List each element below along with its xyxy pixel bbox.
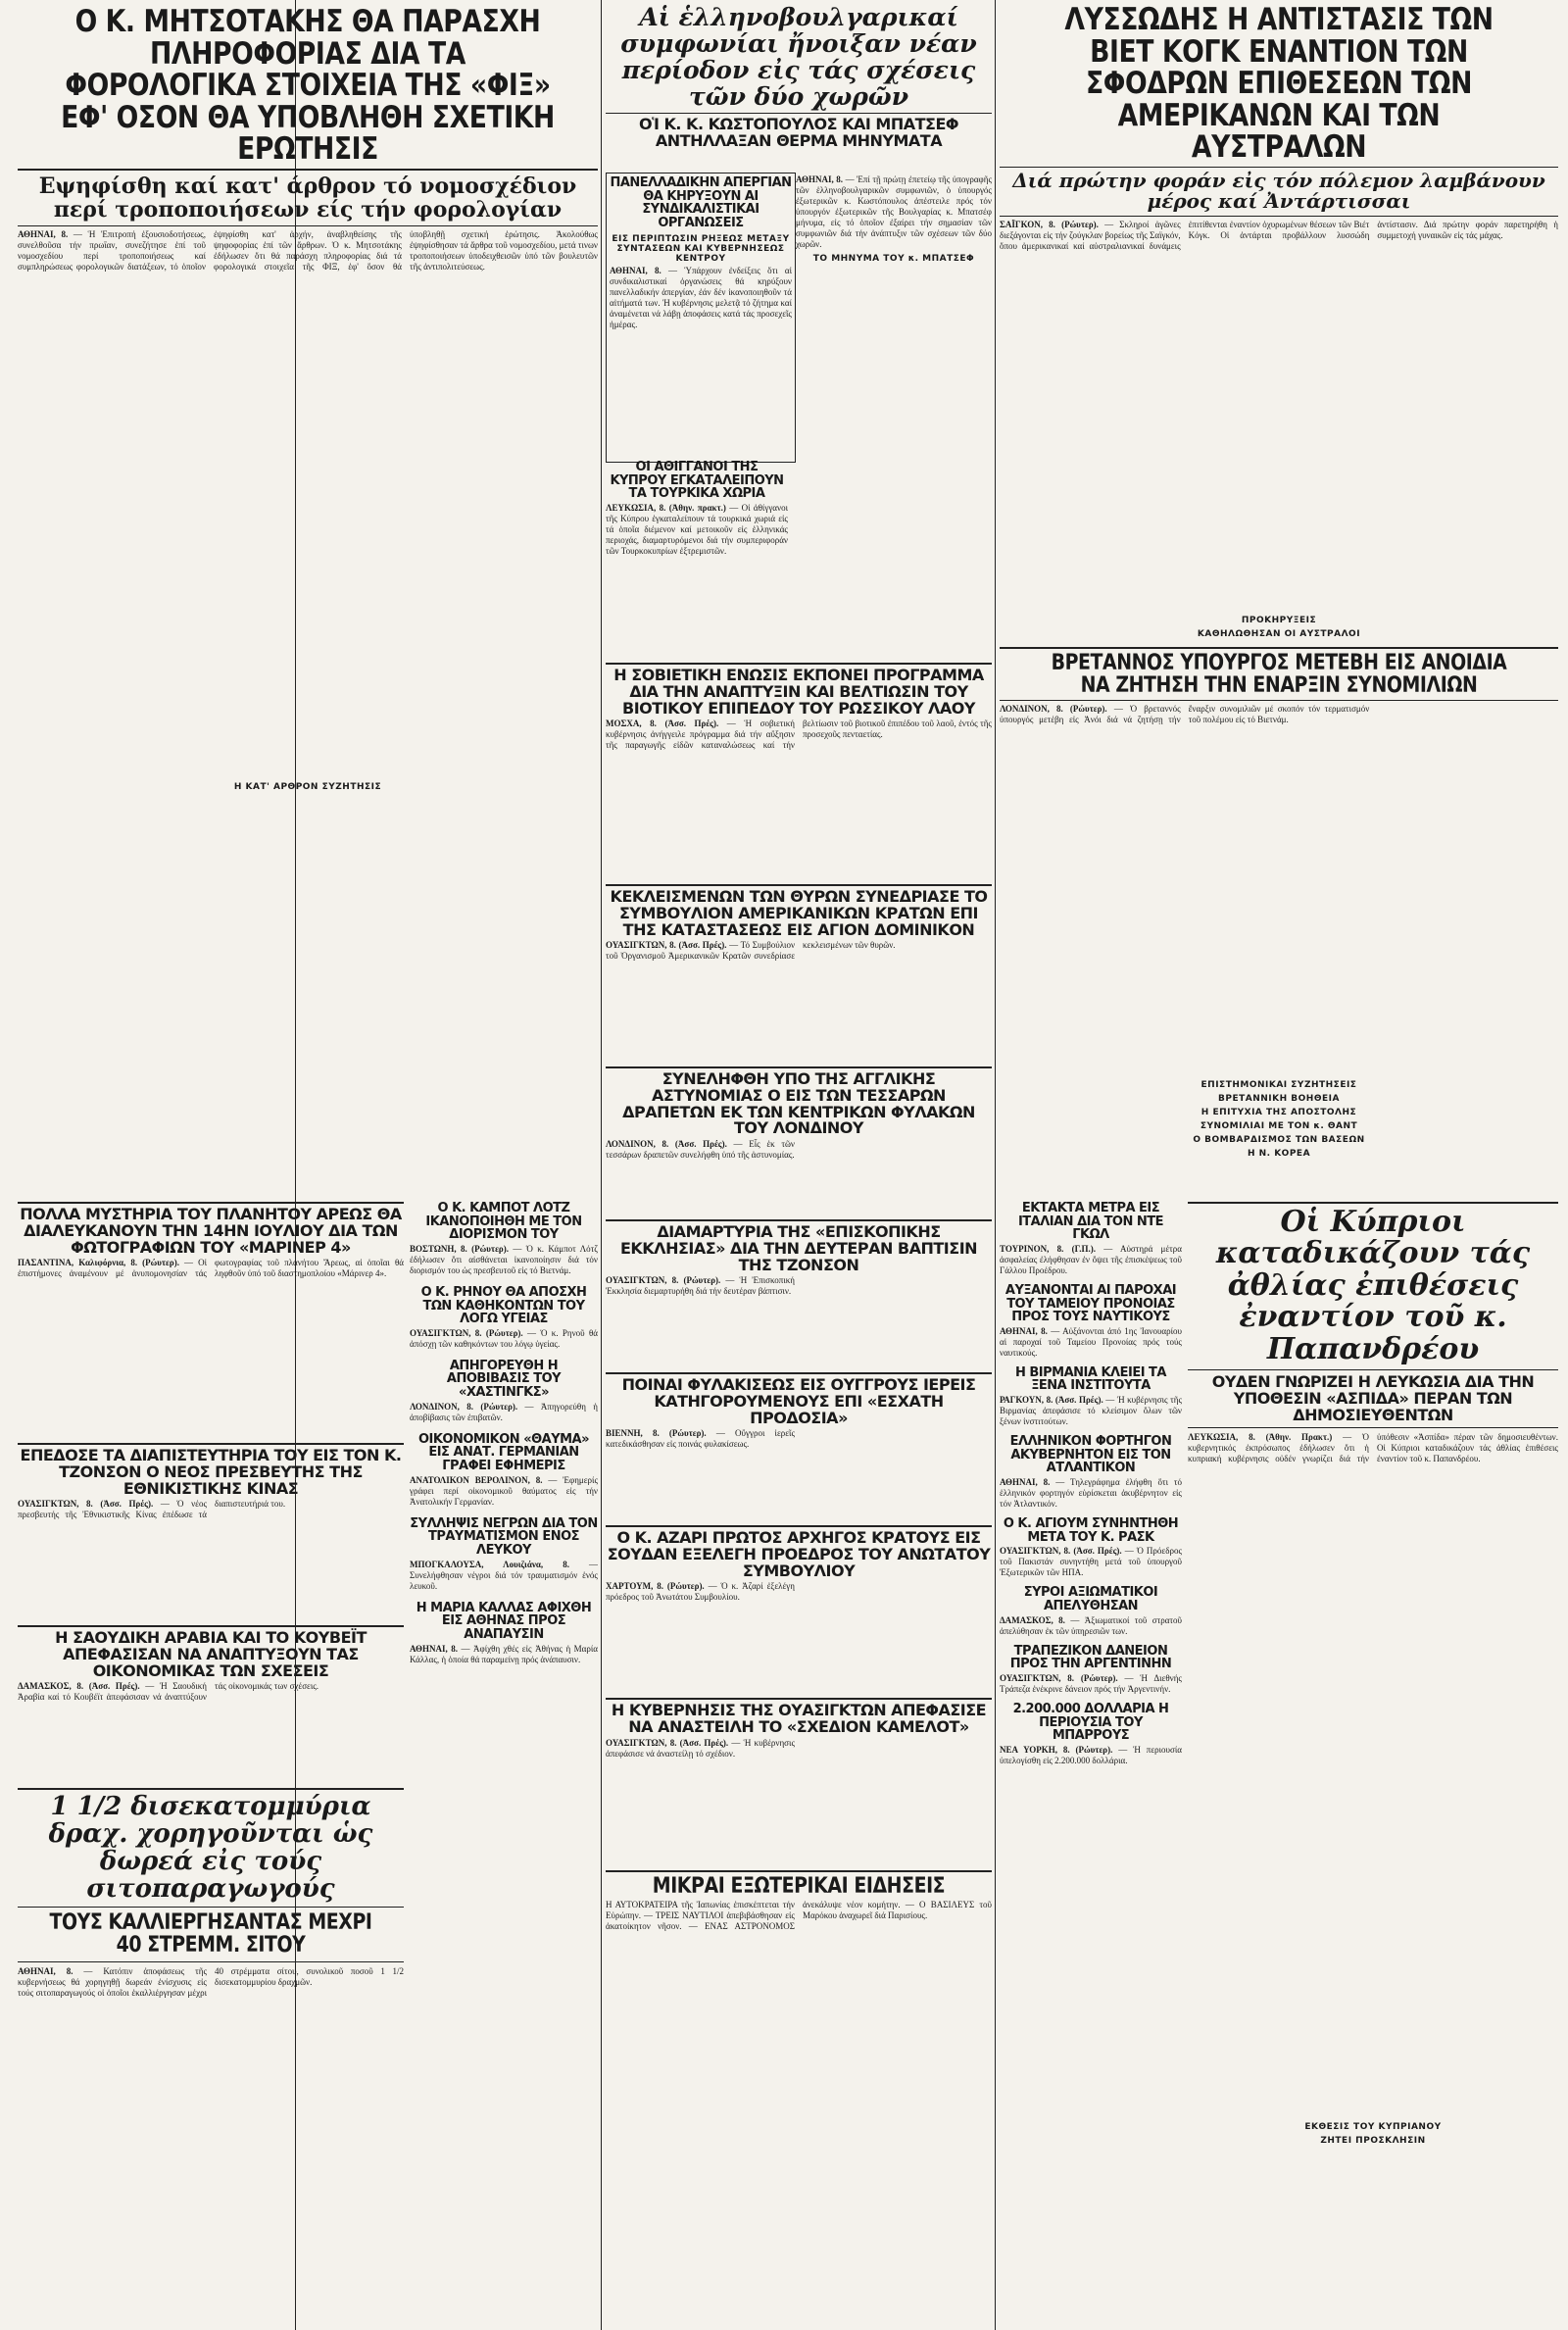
subhead: Διά πρώτην φοράν εἰς τόν πόλεμον λαμβάνουν μέρος καί Ἀντάρτισσαι: [1012, 168, 1545, 214]
section-kicker: ΕΠΙΣΤΗΜΟΝΙΚΑΙ ΣΥΖΗΤΗΣΕΙΣ: [1200, 1080, 1357, 1091]
article-camelot: [606, 1698, 992, 1864]
headline: ΜΙΚΡΑΙ ΕΞΩΤΕΡΙΚΑΙ ΕΙΔΗΣΕΙΣ: [652, 1874, 946, 1899]
article-strike: [606, 173, 796, 463]
dateline: ΒΙΕΝΝΗ, 8. (Ρώυτερ).: [606, 1428, 707, 1439]
headline: Η ΣΟΒΙΕΤΙΚΗ ΕΝΩΣΙΣ ΕΚΠΟΝΕΙ ΠΡΟΓΡΑΜΜΑ ΔΙΑ ΤΗΝ ΑΝΑΠΤΥΞΙΝ ΚΑΙ ΒΕΛΤΙΩΣΙΝ ΤΟΥ ΒΙΟΤΙΚΟΥ ΕΠΙΠΕΔΟΥ ΤΟΥ ΡΩΣΣΙΚΟΥ ΛΑΟΥ: [613, 666, 984, 718]
article-economic: [410, 1433, 598, 1508]
headline: ΟΙ ΑΘΙΓΓΑΝΟΙ ΤΗΣ ΚΥΠΡΟΥ ΕΓΚΑΤΑΛΕΙΠΟΥΝ ΤΑ ΤΟΥΡΚΙΚΑ ΧΩΡΙΑ: [610, 461, 784, 502]
headline: ΛΥΣΣΩΔΗΣ Η ΑΝΤΙΣΤΑΣΙΣ ΤΩΝ ΒΙΕΤ ΚΟΓΚ ΕΝΑΝΤΙΟΝ ΤΩΝ ΣΦΟΔΡΩΝ ΕΠΙΘΕΣΕΩΝ ΤΩΝ ΑΜΕΡΙΚΑΝΩΝ ΚΑΙ ΤΩΝ ΑΥΣΤΡΑΛΩΝ: [1064, 4, 1494, 166]
dateline: ΡΑΓΚΟΥΝ, 8. (Ἀσσ. Πρές).: [1000, 1395, 1103, 1406]
dateline: ΧΑΡΤΟΥΜ, 8. (Ρώυτερ).: [606, 1581, 705, 1592]
headline: Η ΜΑΡΙΑ ΚΑΛΛΑΣ ΑΦΙΧΘΗ ΕΙΣ ΑΘΗΝΑΣ ΠΡΟΣ ΑΝΑΠΑΥΣΙΝ: [416, 1600, 592, 1642]
article-text: Η ΑΥΤΟΚΡΑΤΕΙΡΑ τῆς Ἰαπωνίας ἐπισκέπτεται τήν Εὐρώπην. — ΤΡΕΙΣ ΝΑΥΤΙΛΟΙ ἀπεβιβάσθησαν εἰς ἀκατοίκητον νῆσον. — ΕΝΑΣ ΑΣΤΡΟΝΟΜΟΣ ἀνεκάλυψε νέον κομήτην. — Ο ΒΑΣΙΛΕΥΣ τοῦ Μαρόκου ἀναχωρεῖ διά Παρισίους.: [606, 1900, 992, 1932]
article-soviet: [606, 663, 992, 878]
subhead: ΟΥΔΕΝ ΓΝΩΡΙΖΕΙ Η ΛΕΥΚΩΣΙΑ ΔΙΑ ΤΗΝ ΥΠΟΘΕΣΙΝ «ΑΣΠΙΔΑ» ΠΕΡΑΝ ΤΩΝ ΔΗΜΟΣΙΕΥΘΕΝΤΩΝ: [1211, 1371, 1535, 1424]
short-news-column-2: [410, 1202, 598, 2319]
dateline: ΟΥΑΣΙΓΚΤΩΝ, 8. (Ρώυτερ).: [606, 1275, 721, 1286]
dateline: ΔΑΜΑΣΚΟΣ, 8.: [1000, 1614, 1065, 1625]
article-text: — Ἐπί τῇ πρώτῃ ἐπετείῳ τῆς ὑπογραφῆς τῶν ἑλληνοβουλγαρικῶν συμφωνιῶν, ὁ ὑπουργός ἐξωτερικῶν κ. Κωστόπουλος ἀπέστειλε πρός τόν ὑπουργόν ἐξωτερικῶν τῆς Βουλγαρίας κ. Μπατσέφ μήνυμα, εἰς τό ὁποῖον ἐξαίρει τήν σημασίαν τῶν συμφωνιῶν διά τήν ἀνάπτυξιν τῶν σχέσεων τῶν δύο χωρῶν.: [796, 174, 992, 249]
headline: Ο Κ. ΚΑΜΠΟΤ ΛΟΤΖ ΙΚΑΝΟΠΟΙΗΘΗ ΜΕ ΤΟΝ ΔΙΟΡΙΣΜΟΝ ΤΟΥ: [425, 1202, 582, 1243]
dateline: ΑΝΑΤΟΛΙΚΟΝ ΒΕΡΟΛΙΝΟΝ, 8.: [410, 1474, 543, 1485]
dateline: ΑΘΗΝΑΙ, 8.: [1000, 1325, 1048, 1336]
article-text: — Ὁ νέος πρεσβευτής τῆς Ἐθνικιστικῆς Κίνας ἐπέδωσε τά διαπιστευτήριά του.: [18, 1499, 286, 1520]
article-johnson: [18, 1443, 404, 1619]
article-seamen: [1000, 1284, 1182, 1359]
article-sudan: [606, 1525, 992, 1692]
article-argentina: [1000, 1645, 1182, 1695]
article-cypriots: [1188, 1202, 1558, 2319]
article-text: — Αὐξάνονται ἀπό 1ης Ἰανουαρίου αἱ παροχαί τοῦ Ταμείου Προνοίας πρός τούς ναυτικούς.: [1000, 1325, 1182, 1358]
headline: 1 1/2 δισεκατομμύρια δραχ. χορηγοῦνται ὡς δωρεά εἰς τούς σιτοπαραγωγούς: [48, 1792, 373, 1905]
headline: ΕΠΕΔΟΣΕ ΤΑ ΔΙΑΠΙΣΤΕΥΤΗΡΙΑ ΤΟΥ ΕΙΣ ΤΟΝ Κ. ΤΖΟΝΣΟΝ Ο ΝΕΟΣ ΠΡΕΣΒΕΥΤΗΣ ΤΗΣ ΕΘΝΙΚΙΣΤΙΚΗΣ ΚΙΝΑΣ: [20, 1446, 402, 1498]
article-text: — Ὁ κ. Κάμποτ Λότζ ἐδήλωσεν ὅτι αἰσθάνεται ἱκανοποίησιν διά τόν διορισμόν του ὡς πρεσβευτοῦ εἰς τό Βιετνάμ.: [410, 1243, 598, 1275]
article-hungary: [606, 1372, 992, 1519]
kicker: ΕΙΣ ΠΕΡΙΠΤΩΣΙΝ ΡΗΞΕΩΣ ΜΕΤΑΞΥ ΣΥΝΤΑΣΕΩΝ ΚΑΙ ΚΥΒΕΡΝΗΣΕΩΣ ΚΕΝΤΡΟΥ: [612, 233, 790, 264]
article-text: — Ὁ κ. Ρηνοῦ θά ἀπόσχῃ τῶν καθηκόντων του λόγῳ ὑγείας.: [410, 1327, 598, 1349]
headline: ΠΟΛΛΑ ΜΥΣΤΗΡΙΑ ΤΟΥ ΠΛΑΝΗΤΟΥ ΑΡΕΩΣ ΘΑ ΔΙΑΛΕΥΚΑΝΟΥΝ ΤΗΝ 14ΗΝ ΙΟΥΛΙΟΥ ΔΙΑ ΤΩΝ ΦΩΤΟΓΡΑΦΙΩΝ ΤΟΥ «ΜΑΡΙΝΕΡ 4»: [20, 1205, 402, 1257]
subhead: Εψηφίσθη καί κατ' άρθρον τό νομοσχέδιον περί τροποποιήσεων είς τήν φορολογίαν: [38, 173, 577, 223]
article-text: — Ἡ Σαουδική Ἀραβία καί τό Κουβέϊτ ἀπεφάσισαν νά ἀναπτύξουν τάς οἰκονομικάς των σχέσεις.: [18, 1681, 319, 1703]
article-burma: [1000, 1366, 1182, 1427]
headline: ΠΑΝΕΛΛΑΔΙΚΗΝ ΑΠΕΡΓΙΑΝ ΘΑ ΚΗΡΥΞΟΥΝ ΑΙ ΣΥΝΔΙΚΑΛΙΣΤΙΚΑΙ ΟΡΓΑΝΩΣΕΙΣ: [610, 175, 792, 230]
article-text: — Ὁ κ. Ἀζαρί ἐξελέγη πρόεδρος τοῦ Ἀνωτάτου Συμβουλίου.: [606, 1581, 795, 1603]
section-kicker: ΒΡΕΤΑΝΝΙΚΗ ΒΟΗΘΕΙΑ: [1218, 1094, 1340, 1105]
article-italy: [1000, 1202, 1182, 1276]
dateline: ΛΟΝΔΙΝΟΝ, 8. (Ἀσσ. Πρές).: [606, 1139, 727, 1150]
article-rhinou: [410, 1286, 598, 1350]
article-saudi: [18, 1625, 404, 1782]
headline: ΑΠΗΓΟΡΕΥΘΗ Η ΑΠΟΒΙΒΑΣΙΣ ΤΟΥ «ΧΑΣΤΙΝΓΚΣ»: [446, 1358, 562, 1401]
section-kicker: Η ΕΠΙΤΥΧΙΑ ΤΗΣ ΑΠΟΣΤΟΛΗΣ: [1200, 1108, 1357, 1118]
article-freighter: [1000, 1435, 1182, 1510]
dateline: ΑΘΗΝΑΙ, 8.: [796, 174, 844, 184]
headline: ΣΥΝΕΛΗΦΘΗ ΥΠΟ ΤΗΣ ΑΓΓΛΙΚΗΣ ΑΣΤΥΝΟΜΙΑΣ Ο ΕΙΣ ΤΩΝ ΤΕΣΣΑΡΩΝ ΔΡΑΠΕΤΩΝ ΕΚ ΤΩΝ ΚΕΝΤΡΙΚΩΝ ΦΥΛΑΚΩΝ ΤΟΥ ΛΟΝΔΙΝΟΥ: [622, 1069, 975, 1138]
article-text: — Αὐστηρά μέτρα ἀσφαλείας ἐλήφθησαν ἐν ὄψει τῆς ἐπισκέψεως τοῦ Γάλλου Προέδρου.: [1000, 1243, 1182, 1275]
article-text: — Ἀπηγορεύθη ἡ ἀποβίβασις τῶν ἐπιβατῶν.: [410, 1401, 598, 1422]
headline: ΒΡΕΤΑΝΝΟΣ ΥΠΟΥΡΓΟΣ ΜΕΤΕΒΗ ΕΙΣ ΑΝΟΙΔΙΑ ΝΑ ΖΗΤΗΣΗ ΤΗΝ ΕΝΑΡΞΙΝ ΣΥΝΟΜΙΛΙΩΝ: [1051, 651, 1507, 699]
headline: ΠΟΙΝΑΙ ΦΥΛΑΚΙΣΕΩΣ ΕΙΣ ΟΥΓΓΡΟΥΣ ΙΕΡΕΙΣ ΚΑΤΗΓΟΡΟΥΜΕΝΟΥΣ ΕΠΙ «ΕΣΧΑΤΗ ΠΡΟΔΟΣΙΑ»: [621, 1375, 976, 1427]
section-kicker: ΤΟ ΜΗΝΥΜΑ ΤΟΥ κ. ΜΠΑΤΣΕΦ: [812, 254, 975, 264]
headline: ΔΙΑΜΑΡΤΥΡΙΑ ΤΗΣ «ΕΠΙΣΚΟΠΙΚΗΣ ΕΚΚΛΗΣΙΑΣ» ΔΙΑ ΤΗΝ ΔΕΥΤΕΡΑΝ ΒΑΠΤΙΣΙΝ ΤΗΣ ΤΖΟΝΣΟΝ: [619, 1222, 978, 1274]
section-kicker: ΠΡΟΚΗΡΥΞΕΙΣ: [1241, 615, 1317, 625]
dateline: ΛΟΝΔΙΝΟΝ, 8. (Ρώυτερ).: [1000, 704, 1107, 715]
headline: Η ΚΥΒΕΡΝΗΣΙΣ ΤΗΣ ΟΥΑΣΙΓΚΤΩΝ ΑΠΕΦΑΣΙΣΕ ΝΑ ΑΝΑΣΤΕΙΛΗ ΤΟ «ΣΧΕΔΙΟΝ ΚΑΜΕΛΟΤ»: [611, 1701, 987, 1736]
section-kicker: Ο ΒΟΜΒΑΡΔΙΣΜΟΣ ΤΩΝ ΒΑΣΕΩΝ: [1193, 1135, 1365, 1146]
headline: ΚΕΚΛΕΙΣΜΕΝΩΝ ΤΩΝ ΘΥΡΩΝ ΣΥΝΕΔΡΙΑΣΕ ΤΟ ΣΥΜΒΟΥΛΙΟΝ ΑΜΕΡΙΚΑΝΙΚΩΝ ΚΡΑΤΩΝ ΕΠΙ ΤΗΣ ΚΑΤΑΣΤΑΣΕΩΣ ΕΙΣ ΑΓΙΟΝ ΔΟΜΙΝΙΚΟΝ: [610, 887, 988, 939]
headline: ΕΚΤΑΚΤΑ ΜΕΤΡΑ ΕΙΣ ΙΤΑΛΙΑΝ ΔΙΑ ΤΟΝ ΝΤΕ ΓΚΩΛ: [1017, 1202, 1164, 1243]
section-kicker: Η Ν. ΚΟΡΕΑ: [1247, 1149, 1311, 1160]
headline: Ο Κ. ΡΗΝΟΥ ΘΑ ΑΠΟΣΧΗ ΤΩΝ ΚΑΘΗΚΟΝΤΩΝ ΤΟΥ ΛΟΓΩ ΥΓΕΙΑΣ: [420, 1284, 587, 1327]
dateline: ΑΘΗΝΑΙ, 8.: [18, 1965, 74, 1976]
article-text: — Οὔγγροι ἱερεῖς κατεδικάσθησαν εἰς ποινάς φυλακίσεως.: [606, 1428, 796, 1450]
headline: ΕΛΛΗΝΙΚΟΝ ΦΟΡΤΗΓΟΝ ΑΚΥΒΕΡΝΗΤΟΝ ΕΙΣ ΤΟΝ ΑΤΛΑΝΤΙΚΟΝ: [1009, 1434, 1172, 1476]
article-british-minister: [1000, 647, 1558, 1196]
article-text: — Ἡ Ἐπιτροπή ἐξουσιοδοτήσεως, συνελθοῦσα τήν πρωΐαν, συνεζήτησε ἐπί τοῦ νομοσχεδίου περί τροποποιήσεως καί συμπληρώσεως φορολογικῶν διατάξεων, τό ὁποῖον ἐψηφίσθη κατ' ἀρχήν, ἀναβληθείσης τῆς ψηφοφορίας ἐπί τῶν ἄρθρων. Ὁ κ. Μητσοτάκης ἐδήλωσεν ὅτι θά παράσχη πληροφορίας διά τά φορολογικά στοιχεῖα τῆς ΦΙΞ, ἐφ' ὅσον θά ὑποβληθῇ σχετική ἐρώτησις. Ἀκολούθως ἐψηφίσθησαν τά ἄρθρα τοῦ νομοσχεδίου, μετά τινων τροποποιήσεων ὑποδειχθεισῶν ὑπό τῶν βουλευτῶν τῆς ἀντιπολιτεύσεως.: [18, 229, 598, 273]
dateline: ΟΥΑΣΙΓΚΤΩΝ, 8. (Ἀσσ. Πρές).: [606, 940, 727, 951]
article-syros: [1000, 1586, 1182, 1636]
article-text: — Ἡ κυβέρνησις τῆς Βιρμανίας ἀπεφάσισε τό κλείσιμον ὅλων τῶν ξένων ἰνστιτούτων.: [1000, 1395, 1182, 1427]
dateline: ΟΥΑΣΙΓΚΤΩΝ, 8. (Ἀσσ. Πρές).: [606, 1737, 729, 1748]
article-episcopal: [606, 1219, 992, 1366]
headline: 2.200.000 ΔΟΛΛΑΡΙΑ Η ΠΕΡΙΟΥΣΙΑ ΤΟΥ ΜΠΑΡΡΟΥΣ: [1012, 1701, 1169, 1744]
section-kicker: ΣΥΝΟΜΙΛΙΑΙ ΜΕ ΤΟΝ κ. ΘΑΝΤ: [1200, 1121, 1358, 1132]
dateline: ΔΑΜΑΣΚΟΣ, 8. (Ἀσσ. Πρές).: [18, 1681, 140, 1692]
article-negroes: [410, 1517, 598, 1592]
headline: Ο Κ. ΑΓΙΟΥΜ ΣΥΝΗΝΤΗΘΗ ΜΕΤΑ ΤΟΥ Κ. ΡΑΣΚ: [1003, 1516, 1179, 1545]
headline: Η ΣΑΟΥΔΙΚΗ ΑΡΑΒΙΑ ΚΑΙ ΤΟ ΚΟΥΒΕΪΤ ΑΠΕΦΑΣΙΣΑΝ ΝΑ ΑΝΑΠΤΥΞΟΥΝ ΤΑΣ ΟΙΚΟΝΟΜΙΚΑΣ ΤΩΝ ΣΧΕΣΕΙΣ: [55, 1628, 367, 1680]
article-text: — Ὁ βρεταννός ὑπουργός μετέβη εἰς Ἀνόι διά νά ζητήσῃ τήν ἔναρξιν συνομιλιῶν μέ σκοπόν τόν τερματισμόν τοῦ πολέμου εἰς τό Βιετνάμ.: [1000, 704, 1370, 725]
headline: ΟΙΚΟΝΟΜΙΚΟΝ «ΘΑΥΜΑ» ΕΙΣ ΑΝΑΤ. ΓΕΡΜΑΝΙΑΝ ΓΡΑΦΕΙ ΕΦΗΜΕΡΙΣ: [417, 1431, 590, 1474]
section-kicker: ΚΑΘΗΛΩΘΗΣΑΝ ΟΙ ΑΥΣΤΡΑΛΟΙ: [1197, 628, 1361, 639]
headline: Ο Κ. ΜΗΤΣΟΤΑΚΗΣ ΘΑ ΠΑΡΑΣΧΗ ΠΛΗΡΟΦΟΡΙΑΣ ΔΙΑ ΤΑ ΦΟΡΟΛΟΓΙΚΑ ΣΤΟΙΧΕΙΑ ΤΗΣ «ΦΙΞ» ΕΦ' ΟΣΟΝ ΘΑ ΥΠΟΒΛΗΘΗ ΣΧΕΤΙΚΗ ΕΡΩΤΗΣΙΣ: [61, 6, 555, 168]
article-text: — Ἡ Διεθνής Τράπεζα ἐνέκρινε δάνειον πρός τήν Ἀργεντινήν.: [1000, 1672, 1182, 1694]
dateline: ΒΟΣΤΩΝΗ, 8. (Ρώυτερ).: [410, 1243, 509, 1254]
dateline: ΠΑΣΑΝΤΙΝΑ, Καλιφόρνια, 8. (Ρώυτερ).: [18, 1258, 179, 1268]
article-ayub: [1000, 1517, 1182, 1578]
article-cyprus-villages: [606, 461, 788, 657]
article-text: — Ἡ σοβιετική κυβέρνησις ἀνήγγειλε πρόγραμμα διά τήν αὔξησιν τῆς παραγωγῆς εἰδῶν καταναλώσεως καί τήν βελτίωσιν τοῦ βιοτικοῦ ἐπιπέδου τοῦ λαοῦ, ἐντός τῆς προσεχοῦς πενταετίας.: [606, 719, 992, 751]
column-rule: [995, 0, 996, 2330]
headline: Η ΒΙΡΜΑΝΙΑ ΚΛΕΙΕΙ ΤΑ ΞΕΝΑ ΙΝΣΤΙΤΟΥΤΑ: [1014, 1364, 1166, 1394]
article-text: — Εἷς ἐκ τῶν τεσσάρων δραπετῶν συνελήφθη ὑπό τῆς ἀστυνομίας.: [606, 1139, 795, 1161]
article-text: — Ὁ Πρόεδρος τοῦ Πακιστάν συνηντήθη μετά τοῦ ὑπουργοῦ Ἐξωτερικῶν τῶν ΗΠΑ.: [1000, 1546, 1182, 1578]
article-mars: [18, 1202, 404, 1437]
article-callas: [410, 1602, 598, 1665]
dateline: ΛΕΥΚΩΣΙΑ, 8. (Ἀθην. Πρακτ.): [1188, 1432, 1333, 1443]
dateline: ΟΥΑΣΙΓΚΤΩΝ, 8. (Ἀσσ. Πρές).: [18, 1499, 154, 1510]
column-rule: [601, 0, 602, 2330]
section-kicker: ΕΚΘΕΣΙΣ ΤΟΥ ΚΥΠΡΙΑΝΟΥ: [1304, 2122, 1442, 2133]
dateline: ΑΘΗΝΑΙ, 8.: [18, 229, 69, 240]
headline: Ο Κ. ΑΖΑΡΙ ΠΡΩΤΟΣ ΑΡΧΗΓΟΣ ΚΡΑΤΟΥΣ ΕΙΣ ΣΟΥΔΑΝ ΕΞΕΛΕΓΗ ΠΡΟΕΔΡΟΣ ΤΟΥ ΑΝΩΤΑΤΟΥ ΣΥΜΒΟΥΛΙΟΥ: [607, 1528, 991, 1580]
article-text: — Τό Συμβούλιον τοῦ Ὀργανισμοῦ Ἀμερικανικῶν Κρατῶν συνεδρίασε κεκλεισμένων τῶν θυρῶν.: [606, 940, 896, 962]
dateline: ΛΕΥΚΩΣΙΑ, 8. (Ἀθην. πρακτ.): [606, 502, 726, 513]
article-viet-cong: [1000, 4, 1558, 641]
short-news-column: [1000, 1202, 1182, 2319]
article-greek-bulgarian: [606, 4, 992, 169]
article-text: — Οἱ ἀθίγγανοι τῆς Κύπρου ἐγκαταλείπουν τά τουρκικά χωριά εἰς τά ὁποῖα διέμενον καί μετοικοῦν εἰς ἑλληνικάς περιοχάς, διαμαρτυρόμενοι διά τήν συμπεριφοράν τῶν Τουρκοκυπρίων ἐξτρεμιστῶν.: [606, 502, 788, 556]
dateline: ΑΘΗΝΑΙ, 8.: [610, 265, 662, 275]
article-text: — Κατόπιν ἀποφάσεως τῆς κυβερνήσεως θά χορηγηθῇ δωρεάν ἐνίσχυσις εἰς τούς σιτοπαραγωγούς οἱ ὁποῖοι ἐκαλλιέργησαν μέχρι 40 στρέμματα σίτου, συνολικοῦ ποσοῦ 1 1/2 δισεκατομμυρίου δραχμῶν.: [18, 1965, 404, 1998]
article-text: — Ἀξιωματικοί τοῦ στρατοῦ ἀπελύθησαν ἐκ τῶν ὑπηρεσιῶν των.: [1000, 1614, 1182, 1636]
article-london-police: [606, 1066, 992, 1214]
dateline: ΤΟΥΡΙΝΟΝ, 8. (Γ.Π.).: [1000, 1243, 1096, 1254]
subhead: ΟἹ Κ. Κ. ΚΩΣΤΟΠΟΥΛΟΣ ΚΑΙ ΜΠΑΤΣΕΦ ΑΝΤΗΛΛΑΞΑΝ ΘΕΡΜΑ ΜΗΝΥΜΑΤΑ: [639, 115, 958, 150]
article-text: — Οἱ ἐπιστήμονες ἀναμένουν μέ ἀνυπομονησίαν τάς φωτογραφίας τοῦ πλανήτου Ἄρεως, αἱ ὁποῖαι θά ληφθοῦν ὑπό τοῦ διαστημοπλοίου «Μάρινερ 4».: [18, 1258, 404, 1279]
article-text: — Ἐφημερίς γράφει περί οἰκονομικοῦ θαύματος εἰς τήν Ἀνατολικήν Γερμανίαν.: [410, 1474, 598, 1507]
dateline: ΟΥΑΣΙΓΚΤΩΝ, 8. (Ρώυτερ).: [410, 1327, 523, 1338]
section-kicker: ΖΗΤΕΙ ΠΡΟΣΚΛΗΣΙΝ: [1320, 2136, 1426, 2147]
article-text: — Ἡ περιουσία ὑπελογίσθη εἰς 2.200.000 δολλάρια.: [1000, 1744, 1182, 1765]
article-text: — Ἡ κυβέρνησις ἀπεφάσισε νά ἀναστείλῃ τό σχέδιον.: [606, 1737, 796, 1759]
dateline: ΑΘΗΝΑΙ, 8.: [1000, 1477, 1051, 1488]
article-text: — Ὑπάρχουν ἐνδείξεις ὅτι αἱ συνδικαλιστικαί ὀργανώσεις θά κηρύξουν πανελλαδικήν ἀπεργίαν, ἐάν δέν ἱκανοποιηθοῦν τά αἰτήματά των. Ἡ κυβέρνησις μελετᾷ τό ζήτημα καί ἀναμένεται νά λάβῃ ἀποφάσεις κατά τάς προσεχεῖς ἡμέρας.: [610, 265, 793, 329]
section-kicker: Η ΚΑΤ' ΑΡΘΡΟΝ ΣΥΖΗΤΗΣΙΣ: [233, 782, 382, 793]
dateline: ΟΥΑΣΙΓΚΤΩΝ, 8. (Ἀσσ. Πρές).: [1000, 1546, 1122, 1557]
dateline: ΟΥΑΣΙΓΚΤΩΝ, 8. (Ρώυτερ).: [1000, 1672, 1118, 1683]
dateline: ΝΕΑ ΥΟΡΚΗ, 8. (Ρώυτερ).: [1000, 1744, 1113, 1755]
article-text: — Συνελήφθησαν νέγροι διά τόν τραυματισμόν ἑνός λευκοῦ.: [410, 1559, 598, 1591]
article-text: — Ὁ κυβερνητικός ἐκπρόσωπος ἐδήλωσεν ὅτι ἡ κυπριακή κυβέρνησις οὐδέν γνωρίζει διά τήν ὑπόθεσιν «Ἀσπίδα» πέραν τῶν δημοσιευθέντων. Οἱ Κύπριοι καταδικάζουν τάς ἀθλίας ἐπιθέσεις ἐναντίον τοῦ κ. Παπανδρέου.: [1188, 1432, 1558, 1464]
headline: ΤΡΑΠΕΖΙΚΟΝ ΔΑΝΕΙΟΝ ΠΡΟΣ ΤΗΝ ΑΡΓΕΝΤΙΝΗΝ: [1009, 1643, 1172, 1672]
article-cabot-lodge: [410, 1202, 598, 1276]
dateline: ΛΟΝΔΙΝΟΝ, 8. (Ρώυτερ).: [410, 1401, 518, 1412]
article-text: — Σκληροί ἀγῶνες διεξάγονται εἰς τήν ζούγκλαν βορείως τῆς Σαϊγκόν, ὅπου ἀμερικανικαί καί αὐστραλιανικαί δυνάμεις ἐπιτίθενται ἐναντίον ὀχυρωμένων θέσεων τῶν Βιέτ Κόγκ. Οἱ ἀντάρται προβάλλουν λυσσώδη ἀντίστασιν. Διά πρώτην φοράν παρετηρήθη ἡ συμμετοχή γυναικῶν εἰς τάς μάχας.: [1000, 219, 1558, 251]
article-text: — Τηλεγράφημα ἐλήφθη ὅτι τό ἑλληνικόν φορτηγόν εὑρίσκεται ἀκυβέρνητον εἰς τόν Ἀτλαντικόν.: [1000, 1477, 1182, 1510]
article-mitsotakis: [18, 6, 598, 1198]
article-dollars: [1000, 1703, 1182, 1766]
article-text: — Ἡ Ἐπισκοπική Ἐκκλησία διεμαρτυρήθη διά τήν δευτέραν βάπτισιν.: [606, 1275, 796, 1297]
headline: ΑΥΞΑΝΟΝΤΑΙ ΑΙ ΠΑΡΟΧΑΙ ΤΟΥ ΤΑΜΕΙΟΥ ΠΡΟΝΟΙΑΣ ΠΡΟΣ ΤΟΥΣ ΝΑΥΤΙΚΟΥΣ: [1004, 1282, 1177, 1325]
article-dominican: [606, 884, 992, 1061]
dateline: ΑΘΗΝΑΙ, 8.: [410, 1643, 458, 1654]
article-greek-bulgarian-body: [796, 173, 992, 455]
article-text: — Ἀφίχθη χθές εἰς Ἀθήνας ἡ Μαρία Κάλλας, ἡ ὁποία θά παραμείνῃ πρός ἀνάπαυσιν.: [410, 1643, 598, 1664]
headline: Αἱ ἑλληνοβουλγαρικαί συμφωνίαι ἤνοιξαν νέαν περίοδον εἰς τάς σχέσεις τῶν δύο χωρῶν: [620, 4, 977, 111]
article-wheat: [18, 1788, 404, 2319]
headline: Οἱ Κύπριοι καταδικάζουν τάς ἀθλίας ἐπιθέσεις ἐναντίον τοῦ κ. Παπανδρέου: [1215, 1205, 1531, 1366]
subhead: ΤΟΥΣ ΚΑΛΛΙΕΡΓΗΣΑΝΤΑΣ ΜΕΧΡΙ 40 ΣΤΡΕΜΜ. ΣΙΤΟΥ: [49, 1910, 372, 1958]
dateline: ΜΠΟΓΚΑΛΟΥΣΑ, Λουιζιάνα, 8.: [410, 1559, 569, 1569]
headline: ΣΥΡΟΙ ΑΞΙΩΜΑΤΙΚΟΙ ΑΠΕΛΥΘΗΣΑΝ: [1023, 1585, 1158, 1613]
article-hastings: [410, 1360, 598, 1423]
article-small-news: [606, 1870, 992, 2319]
dateline: ΣΑΪΓΚΟΝ, 8. (Ρώυτερ).: [1000, 219, 1099, 229]
dateline: ΜΟΣΧΑ, 8. (Ἀσσ. Πρές).: [606, 719, 719, 729]
headline: ΣΥΛΛΗΨΙΣ ΝΕΓΡΩΝ ΔΙΑ ΤΟΝ ΤΡΑΥΜΑΤΙΣΜΟΝ ΕΝΟΣ ΛΕΥΚΟΥ: [410, 1515, 598, 1558]
